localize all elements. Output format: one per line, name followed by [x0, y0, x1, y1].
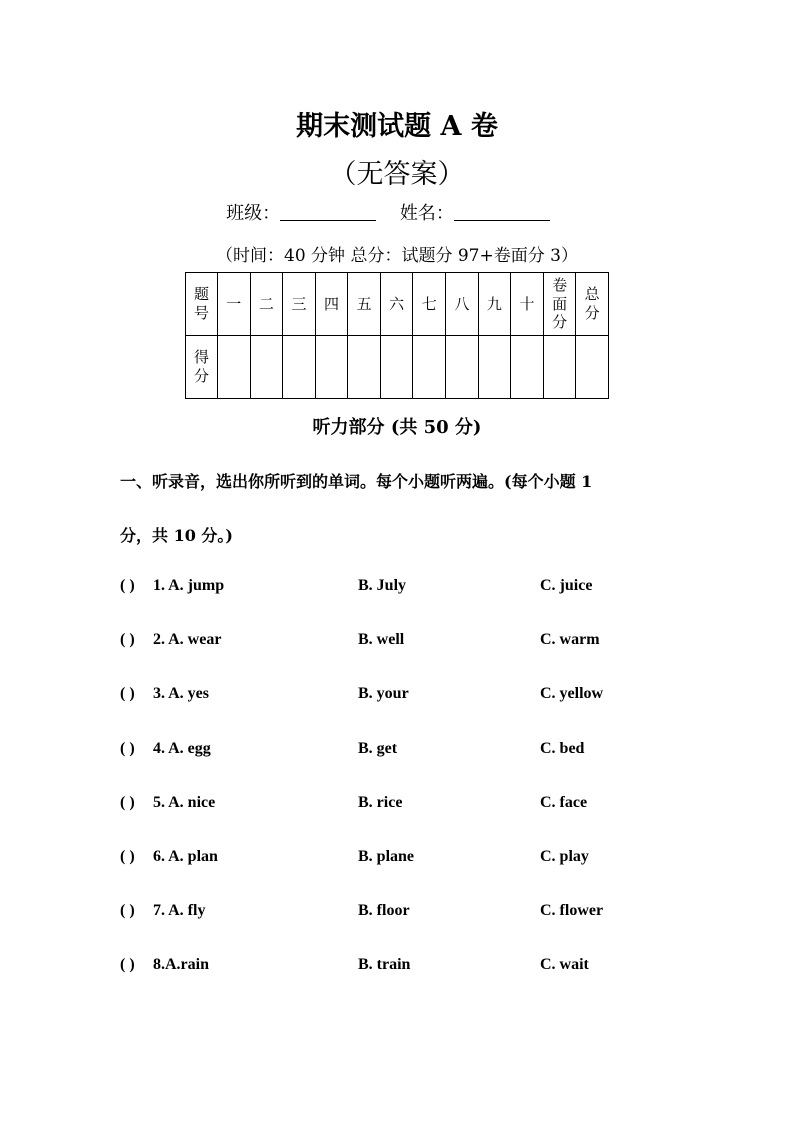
score-cell[interactable]: [413, 336, 446, 399]
option-a: 2. A. wear: [153, 631, 222, 648]
option-b: B. your: [358, 685, 409, 702]
question-row: [120, 794, 680, 816]
option-c: C. bed: [540, 740, 585, 757]
score-cell[interactable]: [250, 336, 283, 399]
answer-paren[interactable]: ( ): [120, 848, 135, 865]
option-b: B. well: [358, 631, 405, 648]
option-a: 5. A. nice: [153, 794, 216, 811]
col-header-juanmian: 卷 面 分: [543, 273, 576, 336]
col-header-8: 八: [446, 273, 479, 336]
row-label-tihao: 题 号: [186, 273, 218, 336]
col-header-1: 一: [218, 273, 251, 336]
question-row: [120, 902, 680, 924]
option-b: B. get: [358, 740, 398, 757]
col-header-10: 十: [511, 273, 544, 336]
option-b: B. floor: [358, 902, 410, 919]
question-row: [120, 685, 680, 707]
option-b: B. train: [358, 956, 411, 973]
name-blank[interactable]: [454, 202, 550, 221]
class-label: 班级：: [226, 203, 281, 224]
option-a: 8.A.rain: [153, 956, 209, 973]
score-cell[interactable]: [218, 336, 251, 399]
score-cell[interactable]: [478, 336, 511, 399]
instruction-line-1: 一、听录音，选出你所听到的单词。每个小题听两遍。(每个小题 1: [120, 472, 593, 491]
score-table-score-row: [186, 336, 609, 399]
score-cell[interactable]: [576, 336, 609, 399]
col-header-total: 总 分: [576, 273, 609, 336]
option-b: B. rice: [358, 794, 403, 811]
col-header-6: 六: [380, 273, 413, 336]
answer-paren[interactable]: ( ): [120, 956, 135, 973]
section-title: 听力部分 (共 50 分): [312, 417, 482, 438]
answer-paren[interactable]: ( ): [120, 740, 135, 757]
option-a: 1. A. jump: [153, 577, 225, 594]
option-c: C. flower: [540, 902, 604, 919]
page-subtitle: （无答案）: [329, 159, 465, 190]
instruction-line-2: 分，共 10 分。): [120, 526, 233, 545]
score-cell[interactable]: [446, 336, 479, 399]
option-c: C. juice: [540, 577, 593, 594]
col-header-2: 二: [250, 273, 283, 336]
col-header-9: 九: [478, 273, 511, 336]
question-row: [120, 577, 680, 599]
answer-paren[interactable]: ( ): [120, 902, 135, 919]
col-header-4: 四: [315, 273, 348, 336]
option-b: B. plane: [358, 848, 415, 865]
class-blank[interactable]: [280, 202, 376, 221]
option-a: 3. A. yes: [153, 685, 209, 702]
col-header-5: 五: [348, 273, 381, 336]
question-row: [120, 631, 680, 653]
question-row: [120, 956, 680, 978]
score-table: [185, 272, 609, 399]
option-a: 7. A. fly: [153, 902, 206, 919]
option-a: 6. A. plan: [153, 848, 218, 865]
option-c: C. warm: [540, 631, 600, 648]
option-c: C. play: [540, 848, 589, 865]
option-c: C. face: [540, 794, 588, 811]
option-c: C. yellow: [540, 685, 604, 702]
question-row: [120, 740, 680, 762]
score-cell[interactable]: [348, 336, 381, 399]
page-title: 期末测试题 A 卷: [296, 111, 498, 142]
name-label: 姓名：: [399, 203, 454, 224]
col-header-7: 七: [413, 273, 446, 336]
option-c: C. wait: [540, 956, 589, 973]
score-cell[interactable]: [283, 336, 316, 399]
answer-paren[interactable]: ( ): [120, 631, 135, 648]
score-cell[interactable]: [543, 336, 576, 399]
option-b: B. July: [358, 577, 407, 594]
score-cell[interactable]: [511, 336, 544, 399]
student-info-line: [0, 199, 794, 225]
answer-paren[interactable]: ( ): [120, 685, 135, 702]
col-header-3: 三: [283, 273, 316, 336]
answer-paren[interactable]: ( ): [120, 794, 135, 811]
question-row: [120, 848, 680, 870]
option-a: 4. A. egg: [153, 740, 211, 757]
row-label-defen: 得 分: [186, 336, 218, 399]
score-table-header-row: [186, 273, 609, 336]
score-cell[interactable]: [380, 336, 413, 399]
time-score-info: （时间：40 分钟 总分：试题分 97+卷面分 3）: [216, 246, 578, 266]
score-cell[interactable]: [315, 336, 348, 399]
answer-paren[interactable]: ( ): [120, 577, 135, 594]
